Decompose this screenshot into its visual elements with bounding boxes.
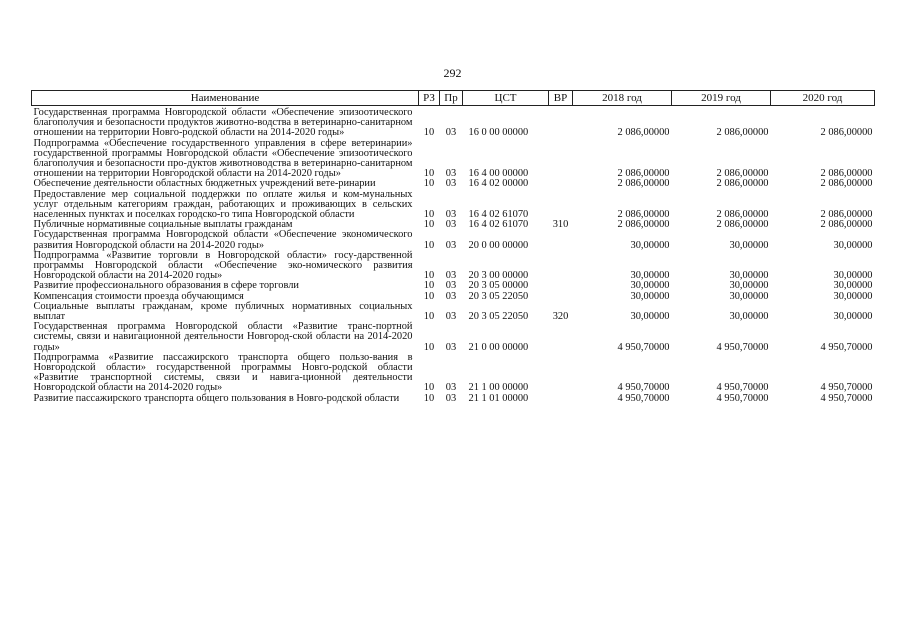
row-2019: 2 086,00000 (716, 168, 769, 180)
row-pr: 03 (445, 168, 457, 180)
row-name: Развитие пассажирского транспорта общего пользования в Новго-родской области (33, 392, 400, 404)
row-2019: 2 086,00000 (716, 178, 769, 190)
row-pr: 03 (445, 280, 457, 292)
row-pr: 03 (445, 270, 457, 282)
row-2018: 30,00000 (630, 270, 670, 282)
header-cst: ЦСТ (463, 91, 549, 106)
row-rz: 10 (423, 382, 435, 394)
row-cst: 16 0 00 00000 (468, 127, 529, 139)
row-name: Государственная программа Новгородской области «Обеспечение эпизоотического благополучия и безопасности продуктов животно-водства в ветеринарно-санитарном отношении на территории Новго-родской области на 2014-2020 годы» (33, 107, 413, 139)
row-vr (549, 322, 573, 353)
row-cst: 16 4 00 00000 (468, 168, 529, 180)
row-vr: 320 (552, 311, 569, 323)
row-2019: 30,00000 (729, 290, 769, 302)
row-2020: 2 086,00000 (820, 168, 873, 180)
row-2020: 4 950,70000 (820, 392, 873, 404)
row-vr: 310 (552, 219, 569, 231)
row-name: Государственная программа Новгородской области «Обеспечение экономического развития Новгородской области на 2014-2020 годы» (33, 229, 413, 251)
row-vr (549, 106, 573, 139)
row-rz: 10 (423, 127, 435, 139)
table-row (32, 353, 875, 394)
row-rz: 10 (423, 290, 435, 302)
row-rz: 10 (423, 392, 435, 404)
header-rz: РЗ (419, 91, 440, 106)
row-vr (549, 394, 573, 404)
header-2018: 2018 год (573, 91, 672, 106)
row-name: Социальные выплаты гражданам, кроме публичных нормативных социальных выплат (33, 300, 413, 323)
row-pr: 03 (445, 311, 457, 323)
row-name: Государственная программа Новгородской области «Развитие транс-портной системы, связи и навигационной деятельности Новгород-ской области на 2014-2020 годы» (33, 321, 413, 353)
row-pr: 03 (445, 209, 457, 221)
row-vr (549, 292, 573, 302)
row-2020: 30,00000 (833, 280, 873, 292)
row-rz: 10 (423, 311, 435, 323)
row-2019: 4 950,70000 (716, 392, 769, 404)
row-2018: 30,00000 (630, 290, 670, 302)
row-pr: 03 (445, 127, 457, 139)
table-row (32, 322, 875, 353)
row-2018: 2 086,00000 (617, 168, 670, 180)
header-vr: ВР (549, 91, 573, 106)
row-2018: 2 086,00000 (617, 178, 670, 190)
row-pr: 03 (445, 341, 457, 353)
row-vr (549, 353, 573, 394)
header-2019: 2019 год (672, 91, 771, 106)
row-rz: 10 (423, 280, 435, 292)
row-cst: 20 3 05 22050 (468, 290, 529, 302)
table-header-row (32, 91, 875, 106)
row-vr (549, 251, 573, 282)
row-rz: 10 (423, 168, 435, 180)
row-2020: 30,00000 (833, 311, 873, 323)
row-2018: 2 086,00000 (617, 209, 670, 221)
row-cst: 20 3 05 22050 (468, 311, 529, 323)
table-row (32, 139, 875, 180)
header-name: Наименование (32, 91, 419, 106)
table-row (32, 302, 875, 322)
row-2019: 30,00000 (729, 239, 769, 251)
row-vr (549, 139, 573, 180)
row-pr: 03 (445, 290, 457, 302)
table-row (32, 230, 875, 250)
row-2018: 2 086,00000 (617, 127, 670, 139)
row-cst: 20 3 05 00000 (468, 280, 529, 292)
row-cst: 20 0 00 00000 (468, 239, 529, 251)
row-2020: 30,00000 (833, 290, 873, 302)
row-cst: 21 1 00 00000 (468, 382, 529, 394)
row-name: Подпрограмма «Развитие пассажирского транспорта общего пользо-вания в Новгородской области» государственной программы Новго-родской области «Развитие транспортной системы, связи и навига-ционной деятельности Новгородской области на 2014-2020 годы» (33, 351, 413, 394)
row-2020: 30,00000 (833, 270, 873, 282)
row-name: Обеспечение деятельности областных бюджетных учреждений вете-ринарии (33, 178, 376, 190)
row-2019: 2 086,00000 (716, 127, 769, 139)
row-2020: 30,00000 (833, 239, 873, 251)
row-2019: 2 086,00000 (716, 209, 769, 221)
row-2019: 2 086,00000 (716, 219, 769, 231)
row-rz: 10 (423, 341, 435, 353)
row-name: Подпрограмма «Обеспечение государственного управления в сфере ветеринарии» государственной программы Новгородской области «Обеспечение эпизоотического благополучия и безопасности про-дуктов животноводства в ветеринарно-санитарном отношении на территории Новгородской области на 2014-2020 годы» (33, 137, 413, 180)
row-name: Компенсация стоимости проезда обучающимся (33, 290, 244, 302)
header-2020: 2020 год (771, 91, 875, 106)
row-2019: 4 950,70000 (716, 341, 769, 353)
row-2019: 30,00000 (729, 270, 769, 282)
row-2020: 2 086,00000 (820, 127, 873, 139)
row-vr (549, 230, 573, 250)
row-2020: 4 950,70000 (820, 382, 873, 394)
row-2019: 30,00000 (729, 311, 769, 323)
budget-table (31, 90, 875, 404)
row-cst: 16 4 02 00000 (468, 178, 529, 190)
row-2018: 30,00000 (630, 280, 670, 292)
row-2018: 4 950,70000 (617, 382, 670, 394)
row-pr: 03 (445, 382, 457, 394)
table-row (32, 106, 875, 139)
row-cst: 21 1 01 00000 (468, 392, 529, 404)
table-row (32, 251, 875, 282)
row-2019: 4 950,70000 (716, 382, 769, 394)
row-rz: 10 (423, 239, 435, 251)
row-vr (549, 179, 573, 189)
row-2018: 4 950,70000 (617, 341, 670, 353)
table-row (32, 394, 875, 404)
row-pr: 03 (445, 178, 457, 190)
row-cst: 20 3 00 00000 (468, 270, 529, 282)
row-rz: 10 (423, 178, 435, 190)
row-vr (549, 281, 573, 291)
row-2018: 30,00000 (630, 311, 670, 323)
row-cst: 16 4 02 61070 (468, 209, 529, 221)
row-pr: 03 (445, 392, 457, 404)
row-2018: 2 086,00000 (617, 219, 670, 231)
header-pr: Пр (440, 91, 463, 106)
row-rz: 10 (423, 209, 435, 221)
row-name: Развитие профессионального образования в сфере торговли (33, 280, 299, 292)
row-vr (549, 190, 573, 221)
row-cst: 16 4 02 61070 (468, 219, 529, 231)
row-name: Предоставление мер социальной поддержки по оплате жилья и ком-мунальных услуг отдельным категориям граждан, работающих и проживающих в сельских населенных пунктах и поселках городско-го типа Новгородской области (33, 188, 413, 221)
row-2020: 2 086,00000 (820, 209, 873, 221)
row-2020: 4 950,70000 (820, 341, 873, 353)
row-cst: 21 0 00 00000 (468, 341, 529, 353)
row-2019: 30,00000 (729, 280, 769, 292)
row-rz: 10 (423, 219, 435, 231)
row-2020: 2 086,00000 (820, 219, 873, 231)
table-row (32, 190, 875, 221)
row-rz: 10 (423, 270, 435, 282)
row-pr: 03 (445, 219, 457, 231)
row-2018: 30,00000 (630, 239, 670, 251)
row-2020: 2 086,00000 (820, 178, 873, 190)
row-2018: 4 950,70000 (617, 392, 670, 404)
row-name: Подпрограмма «Развитие торговли в Новгородской области» госу-дарственной программы Новгородской области «Обеспечение эко-номического развития Новгородской области на 2014-2020 годы» (33, 249, 413, 282)
row-name: Публичные нормативные социальные выплаты гражданам (33, 219, 293, 231)
page-number: 292 (443, 66, 462, 80)
row-pr: 03 (445, 239, 457, 251)
